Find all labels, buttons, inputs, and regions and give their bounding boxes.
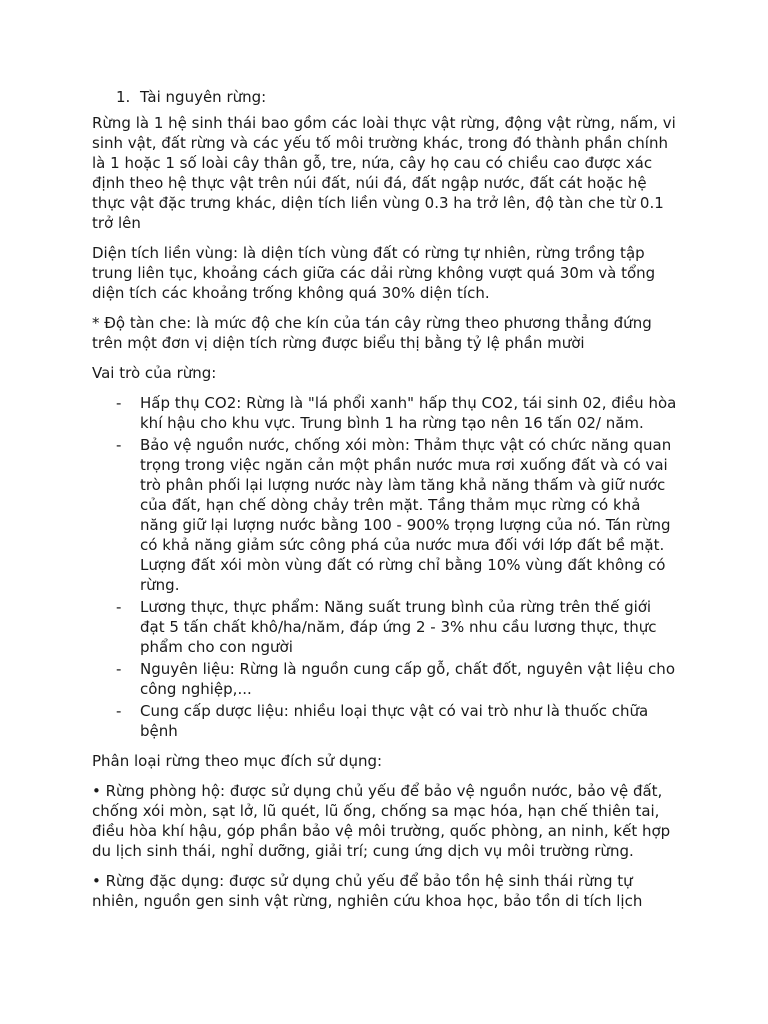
roles-list [92,393,680,741]
list-item [92,393,680,433]
list-item-text: Nguyên liệu: Rừng là nguồn cung cấp gỗ, chất đốt, nguyên vật liệu cho công nghiệp,... [140,660,675,698]
list-item-text: Bảo vệ nguồn nước, chống xói mòn: Thảm thực vật có chức năng quan trọng trong việc ngăn cản một phần nước mưa rơi xuống đất và có vai trò phân phối lại lượng nước này làm tăng khả năng thấm và giữ nước của đất, hạn chế dòng chảy trên mặt. Tầng thảm mục rừng có khả năng giữ lại lượng nước bằng 100 - 900% trọng lượng của nó. Tán rừng có khả năng giảm sức công phá của nước mưa đối với lớp đất bề mặt. Lượng đất xói mòn vùng đất có rừng chỉ bằng 10% vùng đất không có rừng. [140,436,672,594]
list-item-text: Hấp thụ CO2: Rừng là "lá phổi xanh" hấp thụ CO2, tái sinh 02, điều hòa khí hậu cho khu vực. Trung bình 1 ha rừng tạo nên 16 tấn 02/ năm. [140,394,677,432]
list-item [92,435,680,595]
heading-number: 1. [116,88,131,106]
list-dash: - [116,660,122,678]
list-dash: - [116,598,122,616]
heading-title: Tài nguyên rừng: [140,88,267,106]
paragraph-roles-heading: Vai trò của rừng: [92,364,217,382]
list-item [92,659,680,699]
paragraph-classification-heading: Phân loại rừng theo mục đích sử dụng: [92,752,383,770]
paragraph-forest-definition: Rừng là 1 hệ sinh thái bao gồm các loài thực vật rừng, động vật rừng, nấm, vi sinh vật, đất rừng và các yếu tố môi trường khác, trong đó thành phần chính là 1 hoặc 1 số loài cây thân gỗ, tre, nứa, cây họ cau có chiều cao được xác định theo hệ thực vật trên núi đất, núi đá, đất ngập nước, đất cát hoặc hệ thực vật đặc trưng khác, diện tích liền vùng 0.3 ha trở lên, độ tàn che từ 0.1 trở lên [92,114,676,232]
paragraph-special-use-forest: • Rừng đặc dụng: được sử dụng chủ yếu để bảo tồn hệ sinh thái rừng tự nhiên, nguồn gen sinh vật rừng, nghiên cứu khoa học, bảo tồn di tích lịch [92,872,643,910]
paragraph-canopy-cover: * Độ tàn che: là mức độ che kín của tán cây rừng theo phương thẳng đứng trên một đơn vị diện tích rừng được biểu thị bằng tỷ lệ phần mười [92,314,652,352]
list-dash: - [116,702,122,720]
section-heading [116,87,680,107]
list-item-text: Cung cấp dược liệu: nhiều loại thực vật có vai trò như là thuốc chữa bệnh [140,702,649,740]
paragraph-contiguous-area: Diện tích liền vùng: là diện tích vùng đất có rừng tự nhiên, rừng trồng tập trung liên tục, khoảng cách giữa các dải rừng không vượt quá 30m và tổng diện tích các khoảng trống không quá 30% diện tích. [92,244,656,302]
list-item [92,597,680,657]
document-page [92,87,680,921]
list-item-text: Lương thực, thực phẩm: Năng suất trung bình của rừng trên thế giới đạt 5 tấn chất khô/ha/năm, đáp ứng 2 - 3% nhu cầu lương thực, thực phẩm cho con người [140,598,657,656]
paragraph-protection-forest: • Rừng phòng hộ: được sử dụng chủ yếu để bảo vệ nguồn nước, bảo vệ đất, chống xói mòn, sạt lở, lũ quét, lũ ống, chống sa mạc hóa, hạn chế thiên tai, điều hòa khí hậu, góp phần bảo vệ môi trường, quốc phòng, an ninh, kết hợp du lịch sinh thái, nghỉ dưỡng, giải trí; cung ứng dịch vụ môi trường rừng. [92,782,671,860]
list-dash: - [116,436,122,454]
list-item [92,701,680,741]
list-dash: - [116,394,122,412]
